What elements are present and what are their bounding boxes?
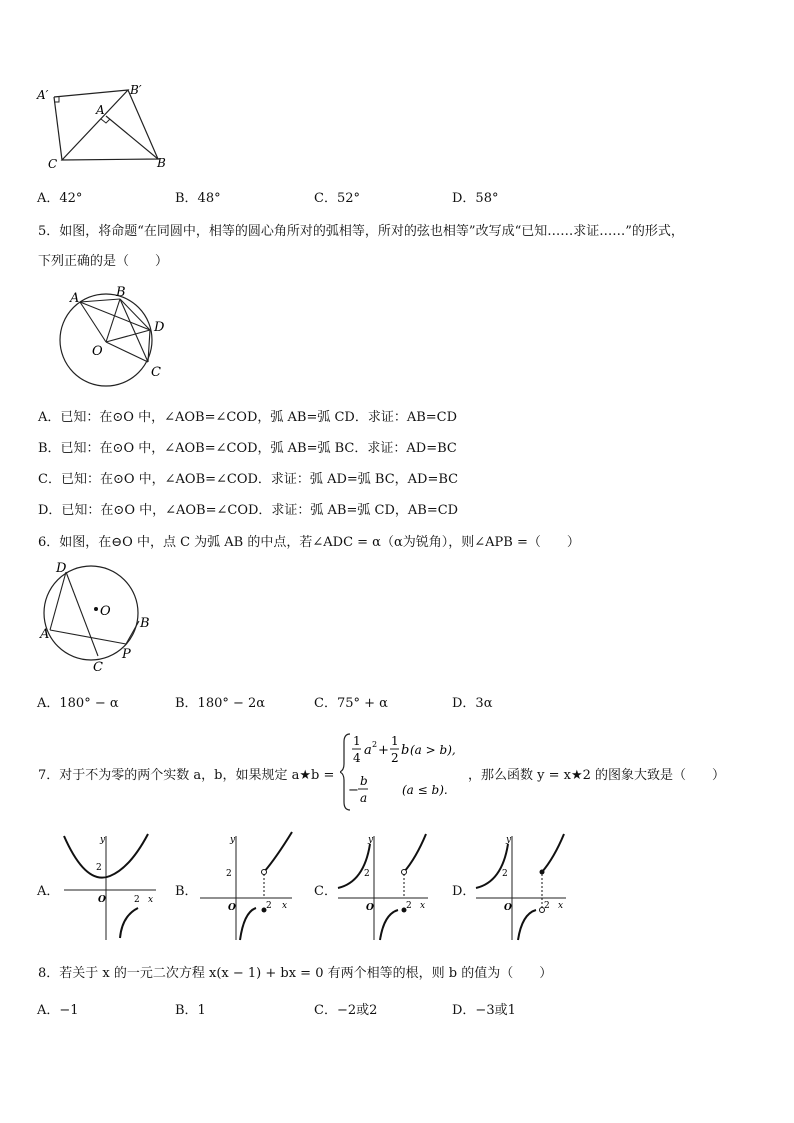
q7-case2-tail: (a ≤ b).	[402, 783, 448, 797]
q7-graph-b-y: y	[230, 835, 236, 845]
q4-figure	[34, 80, 174, 172]
q7-graph-b-2: 2	[226, 869, 232, 879]
q7-graph-d-2: 2	[502, 869, 508, 879]
q5-label-d: D	[154, 320, 165, 335]
q7-graph-b-x: x	[282, 901, 288, 911]
q6-figure	[36, 558, 156, 678]
q5-figure	[58, 282, 178, 394]
q6-label-a: A	[40, 627, 50, 642]
q4-option-d[interactable]: D．58°	[452, 191, 499, 206]
q7-graph-a-2x: 2	[134, 895, 140, 905]
q7-graph-d[interactable]	[474, 830, 574, 942]
q6-label-b: B	[140, 616, 150, 631]
q7-graph-c-y: y	[368, 835, 374, 845]
q6-stem: 6．如图，在⊖O 中，点 C 为弧 AB 的中点，若∠ADC = α（α为锐角），则∠APB =（ ）	[38, 535, 580, 550]
q6-label-p: P	[122, 647, 131, 662]
q6-center-dot	[94, 607, 98, 611]
q8-stem: 8．若关于 x 的一元二次方程 x(x − 1) + bx = 0 有两个相等的根，则 b 的值为（ ）	[38, 966, 553, 981]
q7-case2-minus: −	[348, 783, 359, 798]
q7-graph-d-left-lower	[518, 910, 536, 940]
q7-plus: +	[378, 743, 389, 758]
q4-option-c[interactable]: C．52°	[314, 191, 360, 206]
q4-label-a: A	[96, 103, 105, 117]
q7-brace	[340, 734, 350, 810]
q7-case2-den: a	[360, 791, 368, 805]
q7-graph-b-2x: 2	[266, 901, 272, 911]
q7-graph-d-y: y	[506, 835, 512, 845]
q4-label-a-prime: A′	[37, 88, 49, 102]
q7-sq: 2	[372, 740, 378, 749]
q6-label-c: C	[93, 660, 103, 675]
q6-label-o: O	[100, 604, 111, 619]
q5-label-c: C	[151, 365, 161, 380]
q7-graph-c-right	[404, 834, 426, 872]
q7-graph-b-o: O	[228, 903, 236, 913]
q5-stem-line1: 5．如图，将命题“在同圆中，相等的圆心角所对的弧相等，所对的弦也相等”改写成“已知……求证……”的形式，	[38, 224, 684, 239]
q7-graph-c-left-lower	[380, 910, 398, 940]
q7-graph-c[interactable]	[336, 830, 436, 942]
q7-graph-d-right	[542, 834, 564, 872]
q7-graph-c-left-upper	[338, 844, 370, 888]
q8-option-b[interactable]: B．1	[175, 1003, 206, 1018]
q7-b-var: b	[401, 743, 410, 758]
q6-option-b[interactable]: B．180° − 2α	[175, 696, 266, 711]
q7-graph-d-2x: 2	[544, 901, 550, 911]
q5-label-a: A	[70, 291, 80, 306]
q7-frac2-den: 2	[391, 751, 399, 765]
q7-option-d-label[interactable]: D．	[452, 884, 476, 899]
q7-stem-suffix: ，那么函数 y = x★2 的图象大致是（ ）	[468, 768, 726, 783]
q5-option-d[interactable]: D．已知：在⊙O 中，∠AOB=∠COD．求证：弧 AB=弧 CD，AB=CD	[38, 503, 459, 518]
q7-frac1-num: 1	[353, 734, 361, 748]
q7-graph-d-x: x	[558, 901, 564, 911]
q7-frac2-num: 1	[391, 734, 399, 748]
q7-graph-d-o: O	[504, 903, 512, 913]
q7-option-c-label[interactable]: C．	[314, 884, 337, 899]
q7-frac1-den: 4	[353, 751, 361, 765]
q7-graph-d-left-upper	[476, 844, 508, 888]
q7-option-b-label[interactable]: B．	[175, 884, 198, 899]
q4-label-b-prime: B′	[130, 83, 142, 97]
q7-graph-c-x: x	[420, 901, 426, 911]
q7-case1-tail: (a > b),	[410, 743, 456, 757]
q4-quad	[54, 90, 158, 160]
q7-stem-prefix: 7．对于不为零的两个实数 a，b，如果规定 a★b =	[38, 768, 335, 783]
q7-graph-c-2: 2	[364, 869, 370, 879]
q5-stem-line2: 下列正确的是（ ）	[38, 254, 169, 269]
q4-option-b[interactable]: B．48°	[175, 191, 221, 206]
q7-graph-b[interactable]	[196, 830, 306, 942]
q7-option-a-label[interactable]: A．	[37, 884, 60, 899]
q5-option-a[interactable]: A．已知：在⊙O 中，∠AOB=∠COD，弧 AB=弧 CD．求证：AB=CD	[38, 410, 458, 425]
q7-case2-num: b	[360, 774, 368, 788]
q7-piecewise	[340, 732, 470, 812]
q7-graph-a[interactable]	[60, 830, 160, 942]
q6-option-d[interactable]: D．3α	[452, 696, 493, 711]
q7-graph-a-y: y	[100, 835, 106, 845]
q6-option-c[interactable]: C．75° + α	[314, 696, 388, 711]
q8-option-c[interactable]: C．−2或2	[314, 1003, 378, 1018]
q4-label-b: B	[157, 156, 166, 170]
q6-label-d: D	[56, 561, 67, 576]
q7-a-sq: a	[364, 743, 372, 758]
q7-graph-a-x: x	[148, 895, 154, 905]
q6-option-a[interactable]: A．180° − α	[37, 696, 119, 711]
q5-label-o: O	[92, 344, 103, 359]
q7-graph-c-o: O	[366, 903, 374, 913]
q7-graph-a-o: O	[98, 895, 106, 905]
q7-graph-b-right	[264, 832, 292, 872]
q7-graph-b-left	[240, 908, 256, 940]
q5-label-b: B	[116, 285, 126, 300]
q4-label-c: C	[48, 157, 58, 171]
q7-graph-a-2: 2	[96, 863, 102, 873]
q8-option-a[interactable]: A．−1	[37, 1003, 79, 1018]
q5-option-c[interactable]: C．已知：在⊙O 中，∠AOB=∠COD．求证：弧 AD=弧 BC，AD=BC	[38, 472, 459, 487]
q6-circle	[44, 566, 138, 660]
q8-option-d[interactable]: D．−3或1	[452, 1003, 516, 1018]
q5-option-b[interactable]: B．已知：在⊙O 中，∠AOB=∠COD，弧 AB=弧 BC．求证：AD=BC	[38, 441, 457, 456]
q7-graph-a-hyperbola	[120, 908, 138, 938]
q7-graph-c-2x: 2	[406, 901, 412, 911]
q4-option-a[interactable]: A．42°	[37, 191, 83, 206]
